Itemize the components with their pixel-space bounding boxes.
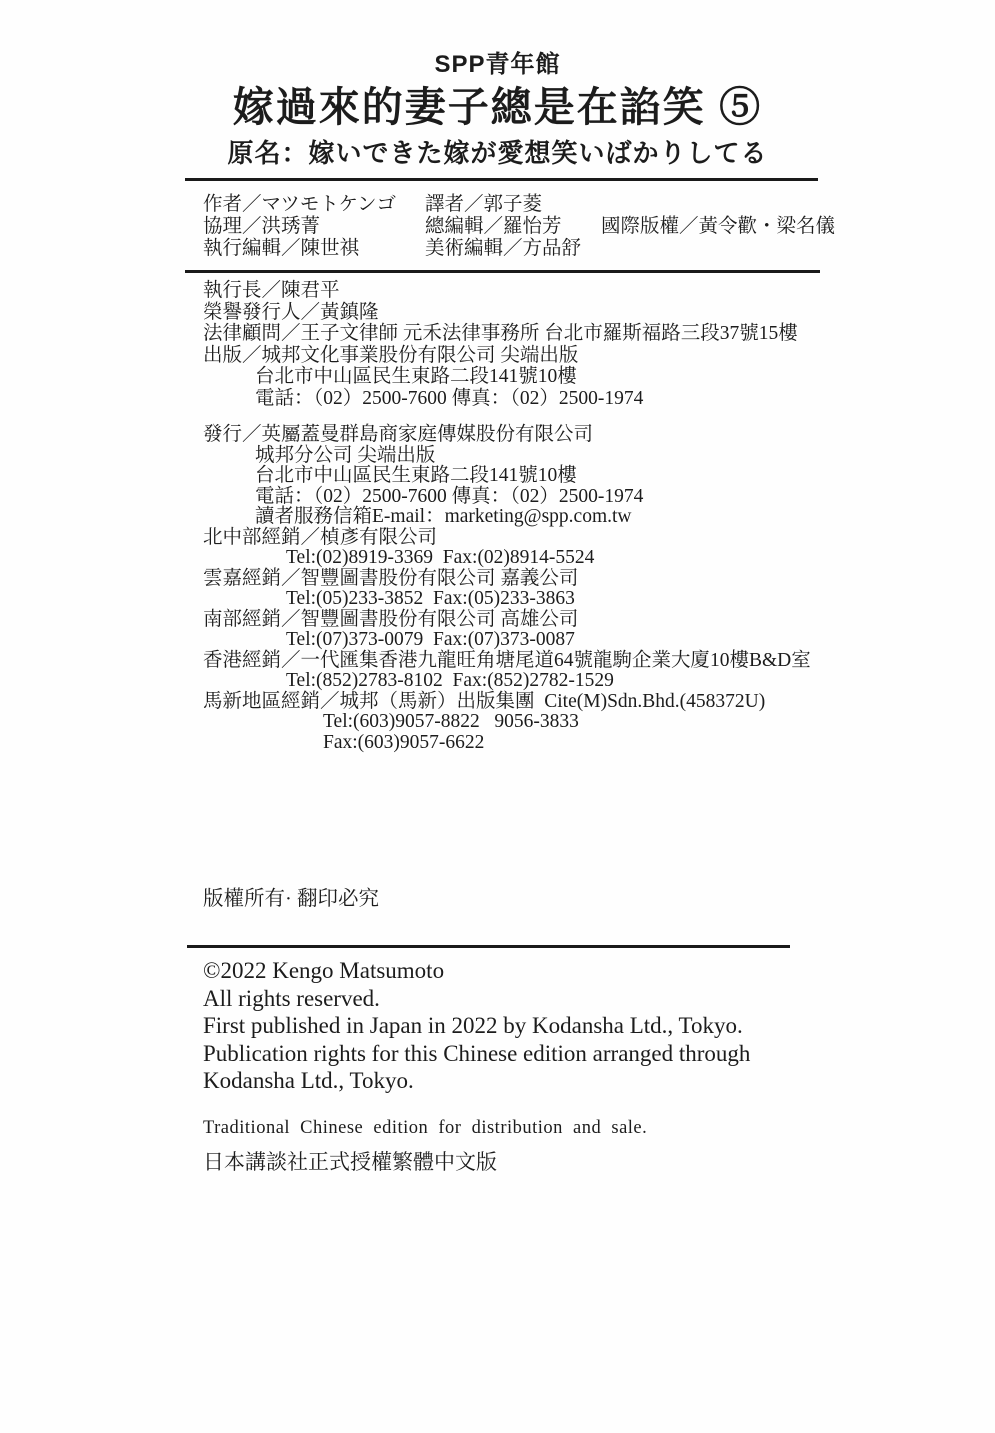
distribution-block	[203, 425, 923, 753]
divider-copyright	[187, 945, 790, 948]
credit-art-editor: 美術編輯／方品舒	[425, 238, 582, 260]
original-title: 原名：嫁いできた嫁が愛想笑いばかりしてる	[227, 138, 768, 169]
credits-row	[203, 238, 843, 260]
yunjia-tel-fax: Tel:(05)233-3852 Fax:(05)233-3863	[286, 588, 575, 610]
southern-tel-fax: Tel:(07)373-0079 Fax:(07)373-0087	[286, 629, 575, 651]
license-note: 日本講談社正式授權繁體中文版	[203, 1149, 497, 1174]
publisher-name: 出版／城邦文化事業股份有限公司 尖端出版	[203, 344, 579, 366]
title-block	[0, 0, 995, 169]
first-published-line: First published in Japan in 2022 by Kodansha Ltd., Tokyo.	[203, 1013, 743, 1039]
credit-editor-in-chief: 總編輯／羅怡芳	[425, 216, 562, 238]
ceo-line: 執行長／陳君平	[203, 280, 340, 302]
english-copyright-block	[203, 957, 995, 1095]
issuer-phone-fax: 電話：（02）2500-7600 傳真：（02）2500-1974	[255, 485, 644, 507]
publisher-address: 台北市中山區民生東路二段141號10樓	[255, 366, 577, 388]
north-central-distributor: 北中部經銷／楨彥有限公司	[203, 526, 438, 548]
divider-top	[185, 178, 818, 181]
publisher-phone-fax: 電話：（02）2500-7600 傳真：（02）2500-1974	[255, 387, 644, 409]
credit-international-rights: 國際版權／黃令歡・梁名儀	[601, 216, 836, 238]
issuer-branch: 城邦分公司 尖端出版	[255, 444, 436, 466]
issuer-address: 台北市中山區民生東路二段141號10樓	[255, 465, 577, 487]
honorary-publisher: 榮譽發行人／黃鎮隆	[203, 301, 379, 323]
book-title: 嫁過來的妻子總是在諂笑 ⑤	[232, 84, 763, 130]
southern-distributor: 南部經銷／智豐圖書股份有限公司 高雄公司	[203, 608, 579, 630]
copyright-notice: 版權所有· 翻印必究	[203, 888, 379, 911]
credit-executive-editor: 執行編輯／陳世祺	[203, 238, 360, 260]
rights-reserved: All rights reserved.	[203, 985, 380, 1011]
publication-rights-line: Publication rights for this Chinese edition arranged through	[203, 1040, 751, 1066]
hongkong-tel-fax: Tel:(852)2783-8102 Fax:(852)2782-1529	[286, 670, 614, 692]
reader-service-email: 讀者服務信箱E-mail：marketing@spp.com.tw	[255, 506, 632, 528]
hongkong-distributor: 香港經銷／一代匯集香港九龍旺角塘尾道64號龍駒企業大廈10樓B&D室	[203, 649, 811, 671]
imprint-label: SPP青年館	[434, 51, 561, 78]
credit-author: 作者／マツモトケンゴ	[203, 194, 397, 216]
credit-empty	[601, 238, 843, 260]
sale-note: Traditional Chinese edition for distribution and sale.	[203, 1117, 648, 1138]
credits-row	[203, 194, 843, 216]
malaysia-tel: Tel:(603)9057-8822 9056-3833	[323, 711, 579, 733]
credit-associate-manager: 協理／洪琇菁	[203, 216, 321, 238]
kodansha-line: Kodansha Ltd., Tokyo.	[203, 1068, 414, 1094]
credit-translator: 譯者／郭子菱	[425, 194, 543, 216]
credit-empty	[601, 194, 843, 216]
malaysia-distributor: 馬新地區經銷／城邦（馬新）出版集團 Cite(M)Sdn.Bhd.(458372U)	[203, 690, 766, 712]
yunjia-distributor: 雲嘉經銷／智豐圖書股份有限公司 嘉義公司	[203, 567, 579, 589]
north-central-tel-fax: Tel:(02)8919-3369 Fax:(02)8914-5524	[286, 547, 595, 569]
divider-credits	[185, 270, 820, 273]
credits-table	[203, 194, 843, 260]
malaysia-fax: Fax:(603)9057-6622	[323, 731, 485, 753]
copyright-holder: ©2022 Kengo Matsumoto	[203, 958, 445, 984]
issuer-name: 發行／英屬蓋曼群島商家庭傳媒股份有限公司	[203, 424, 594, 446]
legal-advisor: 法律顧問／王子文律師 元禾法律事務所 台北市羅斯福路三段37號15樓	[203, 323, 798, 345]
publisher-block	[203, 280, 923, 409]
credits-row	[203, 216, 843, 238]
